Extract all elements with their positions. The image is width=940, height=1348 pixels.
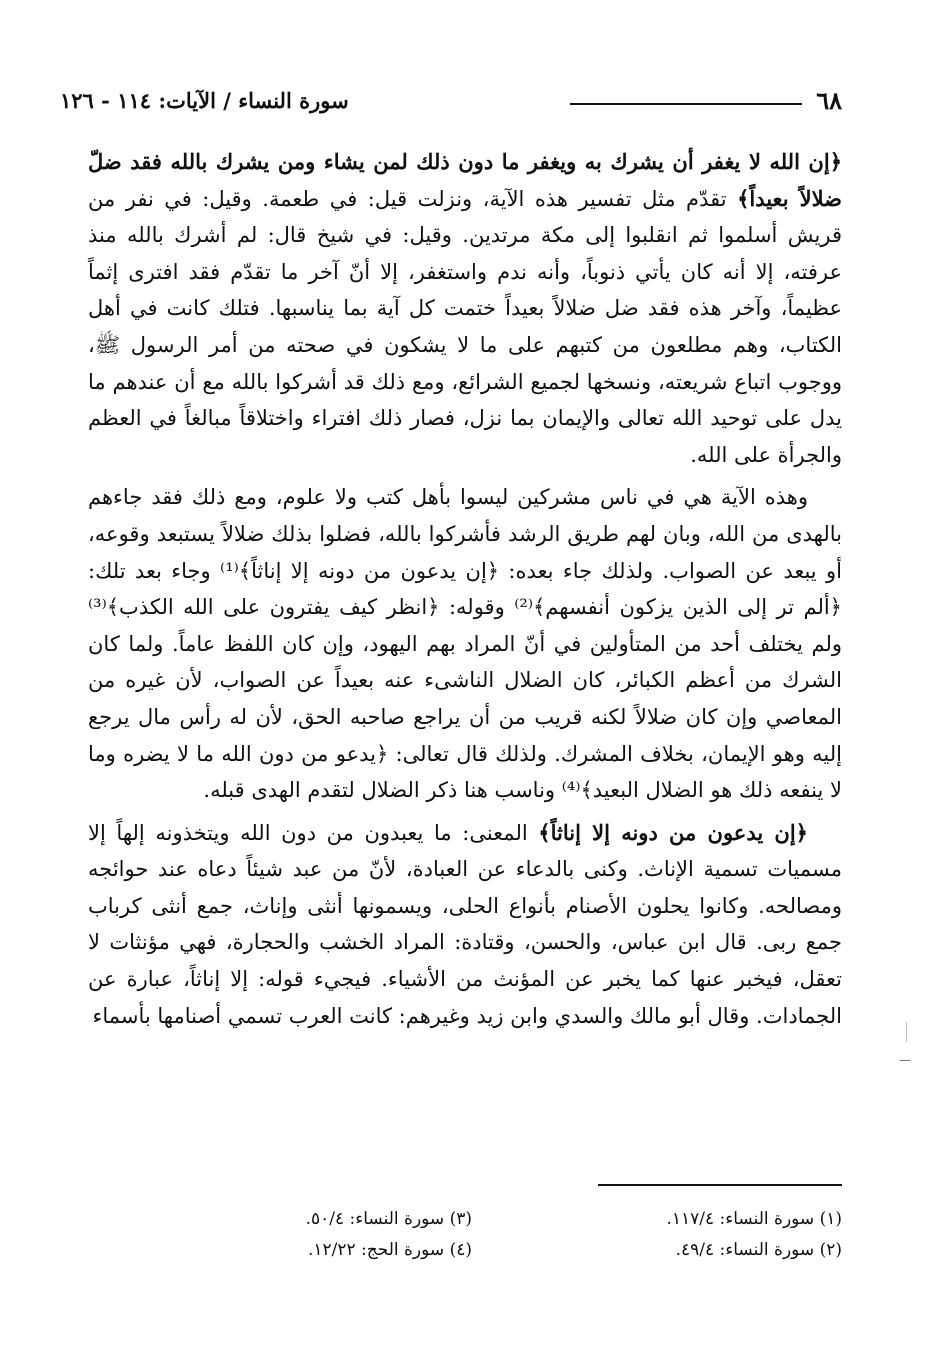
quran-verse: ﴿إن يدعون من دونه إلا إناثاً﴾ bbox=[538, 819, 808, 845]
page-header bbox=[60, 86, 842, 118]
paragraph-3 bbox=[88, 815, 842, 1035]
body-text bbox=[88, 144, 842, 1040]
paragraph-text: المعنى: ما يعبدون من دون الله ويتخذونه إلهاً إلا مسميات تسمية الإناث. وكنى بالدعاء عن العبادة، لأنّ من عبد شيئاً دعاه عند حوائجه ومصالحه. وكانوا يحلون الأصنام بأنواع الحلى، ويسمونها أنثى وإناث، جمع أنثى كرباب جمع ربى. قال ابن عباس، والحسن، وقتادة: المراد الخشب والحجارة، فهي مؤنثات لا تعقل، فيخبر عنها كما يخبر عن المؤنث من الأشياء. فيجيء قوله: إلا إناثاً، عبارة عن الجمادات. وقال أبو مالك والسدي وابن زيد وغيرهم: كانت العرب تسمي أصنامها بأسماء bbox=[88, 820, 842, 1028]
paragraph-text: تقدّم مثل تفسير هذه الآية، ونزلت قيل: في طعمة. وقيل: في نفر من قريش أسلموا ثم انقلبوا إلى مكة مرتدين. وقيل: في شيخ قال: لم أشرك بالله منذ عرفته، إلا أنه كان يأتي ذنوباً، وأنه ندم واستغفر، إلا أنّ آخر ما تقدّم فقد افترى إثماً عظيماً، وآخر هذه فقد ضل ضلالاً بعيداً ختمت كل آية بما يناسبها. فتلك كانت في أهل الكتاب، وهم مطلعون من كتبهم على ما لا يشكون في صحته من أمر الرسول ﷺ، ووجوب اتباع شريعته، ونسخها لجميع الشرائع، ومع ذلك قد أشركوا بالله مع أن عندهم ما يدل على توحيد الله تعالى والإيمان بما نزل، فصار ذلك افتراء واختلاقاً مبالغاً في العظم والجرأة على الله. bbox=[88, 186, 842, 467]
scan-margin-mark bbox=[906, 1022, 907, 1042]
paragraph-1 bbox=[88, 144, 842, 473]
paragraph-2 bbox=[88, 479, 842, 808]
footnote-1: (١) سورة النساء: ١١٧/٤. bbox=[666, 1209, 842, 1229]
footnote-rule bbox=[598, 1184, 842, 1186]
footnote-2: (٢) سورة النساء: ٤٩/٤. bbox=[675, 1240, 842, 1260]
footnote-4: (٤) سورة الحج: ١٢/٢٢. bbox=[307, 1240, 472, 1260]
scan-margin-mark bbox=[900, 1060, 910, 1061]
paragraph-text: وهذه الآية هي في ناس مشركين ليسوا بأهل كتب ولا علوم، ومع ذلك فقد جاءهم بالهدى من الله، وبان لهم طريق الرشد فأشركوا بالله، فضلوا بذلك ضلالاً يستبعد وقوعه، أو يبعد عن الصواب. ولذلك جاء بعده: ﴿إن يدعون من دونه إلا إناثاً﴾⁽¹⁾ وجاء بعد تلك: ﴿ألم تر إلى الذين يزكون أنفسهم﴾⁽²⁾ وقوله: ﴿انظر كيف يفترون على الله الكذب﴾⁽³⁾ ولم يختلف أحد من المتأولين في أنّ المراد بهم اليهود، وإن كان اللفظ عاماً. ولما كان الشرك من أعظم الكبائر، كان الضلال الناشىء عنه بعيداً عن الصواب، لأن غيره من المعاصي وإن كان ضلالاً لكنه قريب من أن يراجع صاحبه الحق، لأن له رأس مال يرجع إليه وهو الإيمان، بخلاف المشرك. ولذلك قال تعالى: ﴿يدعو من دون الله ما لا يضره وما لا ينفعه ذلك هو الضلال البعيد﴾⁽⁴⁾ وناسب هنا ذكر الضلال لتقدم الهدى قبله. bbox=[88, 485, 842, 803]
running-title: سورة النساء / الآيات: ١١٤ - ١٢٦ bbox=[60, 88, 349, 113]
footnote-3: (٣) سورة النساء: ٥٠/٤. bbox=[305, 1209, 472, 1229]
page-number: ٦٨ bbox=[816, 86, 842, 115]
quran-verse: ﴿إن الله لا يغفر أن يشرك به ويغفر ما دون ذلك لمن يشاء ومن يشرك بالله فقد ضلّ ضلالاً بعيداً﴾ bbox=[88, 149, 843, 211]
header-rule bbox=[570, 103, 802, 105]
